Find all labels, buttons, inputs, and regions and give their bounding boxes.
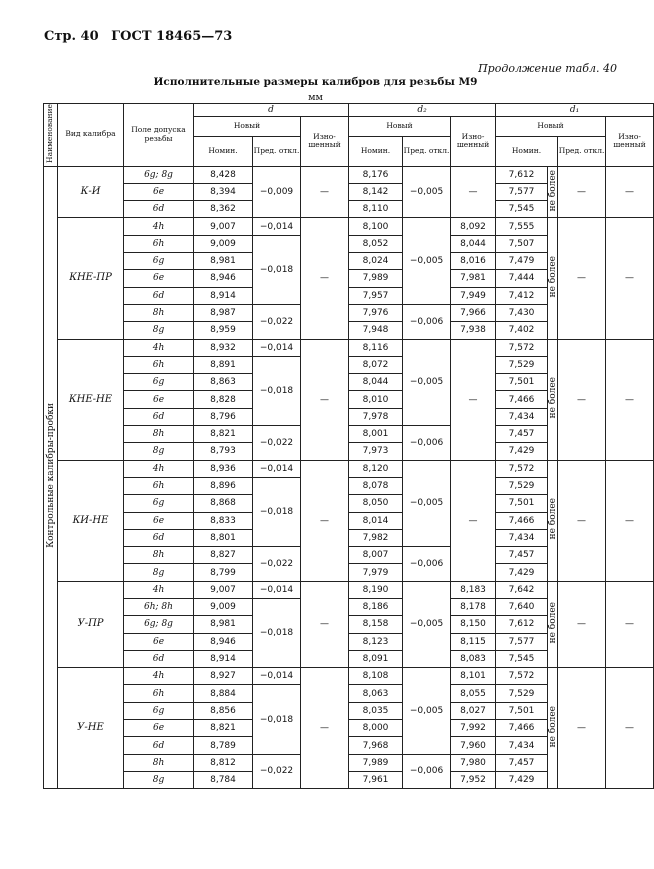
d-new-header: Новый — [194, 117, 301, 137]
d-nominal: 8,856 — [194, 702, 253, 719]
d2-deviation: −0,005 — [403, 581, 451, 667]
d1-deviation: — — [558, 460, 606, 581]
tolerance-field: 6d — [124, 650, 194, 667]
d-nominal: 8,896 — [194, 477, 253, 494]
d2-nominal: 8,063 — [349, 685, 403, 702]
d-nominal: 8,884 — [194, 685, 253, 702]
d1-nominal: 7,412 — [496, 287, 548, 304]
not-more-note: не более — [548, 498, 559, 540]
d2-worn: 8,083 — [451, 650, 496, 667]
d2-nominal: 8,000 — [349, 720, 403, 737]
d2-deviation: −0,006 — [403, 754, 451, 789]
d2-deviation: −0,005 — [403, 460, 451, 546]
d1-nominal: 7,577 — [496, 183, 548, 200]
d2-worn: 8,016 — [451, 253, 496, 270]
d2-nominal: 8,142 — [349, 183, 403, 200]
d2-worn: — — [451, 166, 496, 218]
d1-nominal: 7,529 — [496, 685, 548, 702]
d-nominal: 8,936 — [194, 460, 253, 477]
d1-nominal: 7,529 — [496, 477, 548, 494]
d2-worn: 8,178 — [451, 598, 496, 615]
d-worn: — — [301, 460, 349, 581]
d1-nominal: 7,466 — [496, 512, 548, 529]
page-header — [44, 29, 232, 44]
tolerance-field: 4h — [124, 581, 194, 598]
d2-worn-header: Изно-шенный — [451, 117, 496, 167]
d-deviation: −0,014 — [253, 339, 301, 356]
table-row — [44, 166, 654, 183]
d2-nominal: 8,050 — [349, 495, 403, 512]
d2-nominal: 8,116 — [349, 339, 403, 356]
d1-worn: — — [606, 668, 654, 789]
d2-nominal: 7,989 — [349, 270, 403, 287]
d2-deviation: −0,006 — [403, 547, 451, 582]
d2-nominal: 8,007 — [349, 547, 403, 564]
d1-nominal: 7,572 — [496, 460, 548, 477]
tolerance-field: 4h — [124, 339, 194, 356]
d2-tol-header: Пред. откл. — [403, 136, 451, 166]
table-row — [44, 581, 654, 598]
d-nominal: 8,946 — [194, 270, 253, 287]
d1-nominal: 7,429 — [496, 564, 548, 581]
d-nominal: 8,821 — [194, 720, 253, 737]
d2-worn: 8,044 — [451, 235, 496, 252]
standard-number: ГОСТ 18465—73 — [111, 29, 233, 44]
table-row — [44, 218, 654, 235]
gauge-dimensions-table — [43, 103, 654, 789]
d1-worn: — — [606, 218, 654, 339]
d-nominal: 8,863 — [194, 374, 253, 391]
d2-deviation: −0,006 — [403, 304, 451, 339]
d-deviation: −0,018 — [253, 477, 301, 546]
d2-nominal: 7,979 — [349, 564, 403, 581]
d2-deviation: −0,005 — [403, 339, 451, 425]
d1-nominal-header: Номин. — [496, 136, 558, 166]
d1-nominal: 7,430 — [496, 304, 548, 321]
group-label — [44, 166, 58, 789]
gauge-name: У-ПР — [58, 581, 124, 667]
d1-nominal: 7,466 — [496, 720, 548, 737]
tolerance-field: 8g — [124, 771, 194, 788]
d2-deviation: −0,006 — [403, 426, 451, 461]
d1-nominal: 7,501 — [496, 374, 548, 391]
d2-nominal: 8,001 — [349, 426, 403, 443]
d2-nominal: 8,120 — [349, 460, 403, 477]
table-unit: мм — [308, 92, 323, 103]
d1-nominal: 7,501 — [496, 495, 548, 512]
d-nominal: 8,796 — [194, 408, 253, 425]
d1-nominal: 7,577 — [496, 633, 548, 650]
d1-nominal: 7,434 — [496, 737, 548, 754]
d-nominal: 8,987 — [194, 304, 253, 321]
d1-deviation: — — [558, 166, 606, 218]
tolerance-field: 6g — [124, 495, 194, 512]
d2-nominal: 7,989 — [349, 754, 403, 771]
d1-worn: — — [606, 339, 654, 460]
d2-new-header: Новый — [349, 117, 451, 137]
tolerance-field: 4h — [124, 460, 194, 477]
d2-nominal: 7,982 — [349, 529, 403, 546]
d1-worn: — — [606, 581, 654, 667]
d1-nominal: 7,555 — [496, 218, 548, 235]
d-worn: — — [301, 166, 349, 218]
d-deviation: −0,018 — [253, 356, 301, 425]
d2-worn: 8,101 — [451, 668, 496, 685]
d-deviation: −0,018 — [253, 598, 301, 667]
d2-nominal: 7,948 — [349, 322, 403, 339]
d2-nominal: 8,014 — [349, 512, 403, 529]
tolerance-field: 6e — [124, 183, 194, 200]
d-nominal: 9,009 — [194, 235, 253, 252]
d2-worn: 8,055 — [451, 685, 496, 702]
d-nominal: 8,981 — [194, 253, 253, 270]
tolerance-field: 6e — [124, 633, 194, 650]
d2-deviation: −0,005 — [403, 668, 451, 754]
tolerance-field: 6e — [124, 270, 194, 287]
gauge-name: КИ-НЕ — [58, 460, 124, 581]
tolerance-field: 6h — [124, 477, 194, 494]
d1-nominal: 7,402 — [496, 322, 548, 339]
tolerance-field: 8h — [124, 426, 194, 443]
d-nominal: 8,828 — [194, 391, 253, 408]
col-name-header: Наименование — [44, 104, 58, 167]
tolerance-field: 6d — [124, 287, 194, 304]
gauge-name: КНЕ-ПР — [58, 218, 124, 339]
d1-nominal: 7,640 — [496, 598, 548, 615]
d-nominal-header: Номин. — [194, 136, 253, 166]
d2-worn: 7,952 — [451, 771, 496, 788]
d2-nominal: 8,158 — [349, 616, 403, 633]
d-nominal: 8,914 — [194, 650, 253, 667]
tolerance-field: 8h — [124, 754, 194, 771]
d1-nominal: 7,434 — [496, 408, 548, 425]
d-deviation: −0,009 — [253, 166, 301, 218]
not-more-note: не более — [548, 602, 559, 644]
d2-nominal: 8,110 — [349, 201, 403, 218]
gauge-name: КНЕ-НЕ — [58, 339, 124, 460]
tolerance-field: 6g; 8g — [124, 616, 194, 633]
d1-nominal: 7,529 — [496, 356, 548, 373]
d1-nominal: 7,479 — [496, 253, 548, 270]
tolerance-field: 4h — [124, 668, 194, 685]
tolerance-field: 6d — [124, 408, 194, 425]
table-row — [44, 339, 654, 356]
d1-nominal: 7,545 — [496, 650, 548, 667]
d2-worn: 7,949 — [451, 287, 496, 304]
tolerance-field: 8g — [124, 564, 194, 581]
d1-nominal: 7,507 — [496, 235, 548, 252]
d-nominal: 8,981 — [194, 616, 253, 633]
d2-nominal: 8,176 — [349, 166, 403, 183]
d1-deviation: — — [558, 339, 606, 460]
d1-tol-header: Пред. откл. — [558, 136, 606, 166]
not-more-note: не более — [548, 256, 559, 298]
d2-nominal: 7,961 — [349, 771, 403, 788]
d2-nominal: 8,035 — [349, 702, 403, 719]
tolerance-field: 8h — [124, 547, 194, 564]
d1-note — [548, 581, 558, 667]
d-nominal: 8,932 — [194, 339, 253, 356]
d-nominal: 8,959 — [194, 322, 253, 339]
d1-nominal: 7,572 — [496, 668, 548, 685]
d2-nominal: 7,978 — [349, 408, 403, 425]
d2-worn: 8,115 — [451, 633, 496, 650]
col-d1-header: d₁ — [496, 104, 654, 117]
d-nominal: 8,827 — [194, 547, 253, 564]
d1-note — [548, 218, 558, 339]
page-label: Стр. 40 — [44, 29, 99, 44]
tolerance-field: 6g; 8g — [124, 166, 194, 183]
d1-note — [548, 166, 558, 218]
tolerance-field: 6e — [124, 391, 194, 408]
col-tolerance-header: Поле допуска резьбы — [124, 104, 194, 167]
group-label-text: Контрольные калибры-пробки — [45, 403, 56, 549]
d1-nominal: 7,501 — [496, 702, 548, 719]
d2-worn: 7,966 — [451, 304, 496, 321]
tolerance-field: 6g — [124, 702, 194, 719]
d1-nominal: 7,457 — [496, 547, 548, 564]
d-nominal: 8,793 — [194, 443, 253, 460]
not-more-note: не более — [548, 377, 559, 419]
d-worn: — — [301, 581, 349, 667]
tolerance-field: 8g — [124, 443, 194, 460]
d-worn: — — [301, 668, 349, 789]
d-nominal: 8,821 — [194, 426, 253, 443]
d-nominal: 8,789 — [194, 737, 253, 754]
d-nominal: 8,801 — [194, 529, 253, 546]
d1-nominal: 7,466 — [496, 391, 548, 408]
d2-nominal: 8,108 — [349, 668, 403, 685]
d1-deviation: — — [558, 218, 606, 339]
d1-note — [548, 460, 558, 581]
d2-worn: 7,981 — [451, 270, 496, 287]
tolerance-field: 6g — [124, 374, 194, 391]
not-more-note: не более — [548, 706, 559, 748]
d-deviation: −0,022 — [253, 304, 301, 339]
d1-nominal: 7,457 — [496, 754, 548, 771]
d1-worn: — — [606, 460, 654, 581]
tolerance-field: 4h — [124, 218, 194, 235]
d1-nominal: 7,545 — [496, 201, 548, 218]
table-continuation: Продолжение табл. 40 — [478, 62, 617, 75]
d2-nominal: 8,078 — [349, 477, 403, 494]
d2-nominal: 7,957 — [349, 287, 403, 304]
not-more-note: не более — [548, 169, 559, 212]
d2-nominal: 8,044 — [349, 374, 403, 391]
d2-worn: 7,960 — [451, 737, 496, 754]
d-deviation: −0,022 — [253, 426, 301, 461]
d2-worn: 7,992 — [451, 720, 496, 737]
tolerance-field: 6d — [124, 529, 194, 546]
table-body — [44, 166, 654, 789]
d1-nominal: 7,612 — [496, 616, 548, 633]
d2-nominal: 8,072 — [349, 356, 403, 373]
d-worn: — — [301, 218, 349, 339]
gauge-name: У-НЕ — [58, 668, 124, 789]
d-nominal: 8,914 — [194, 287, 253, 304]
col-d2-header: d₂ — [349, 104, 496, 117]
d2-nominal: 7,968 — [349, 737, 403, 754]
d1-nominal: 7,434 — [496, 529, 548, 546]
d1-nominal: 7,444 — [496, 270, 548, 287]
d-deviation: −0,014 — [253, 581, 301, 598]
d-nominal: 8,946 — [194, 633, 253, 650]
d-nominal: 8,799 — [194, 564, 253, 581]
d2-worn: — — [451, 339, 496, 460]
d1-worn: — — [606, 166, 654, 218]
d1-nominal: 7,572 — [496, 339, 548, 356]
d-nominal: 8,812 — [194, 754, 253, 771]
tolerance-field: 6h — [124, 356, 194, 373]
tolerance-field: 6h; 8h — [124, 598, 194, 615]
d-nominal: 9,007 — [194, 218, 253, 235]
d-tol-header: Пред. откл. — [253, 136, 301, 166]
d2-worn: 8,027 — [451, 702, 496, 719]
d1-new-header: Новый — [496, 117, 606, 137]
d-deviation: −0,014 — [253, 668, 301, 685]
d1-nominal: 7,457 — [496, 426, 548, 443]
d-nominal: 9,007 — [194, 581, 253, 598]
d-nominal: 8,784 — [194, 771, 253, 788]
tolerance-field: 6g — [124, 253, 194, 270]
d-deviation: −0,022 — [253, 754, 301, 789]
tolerance-field: 6e — [124, 720, 194, 737]
d-worn: — — [301, 339, 349, 460]
d1-note — [548, 668, 558, 789]
d2-nominal: 8,052 — [349, 235, 403, 252]
tolerance-field: 6h — [124, 235, 194, 252]
d2-nominal: 7,973 — [349, 443, 403, 460]
tolerance-field: 6d — [124, 737, 194, 754]
col-gauge-type-header: Вид калибра — [58, 104, 124, 167]
d2-nominal: 8,024 — [349, 253, 403, 270]
d-nominal: 9,009 — [194, 598, 253, 615]
d1-worn-header: Изно-шенный — [606, 117, 654, 167]
col-d-header: d — [194, 104, 349, 117]
tolerance-field: 6h — [124, 685, 194, 702]
table-row — [44, 460, 654, 477]
d2-nominal: 8,100 — [349, 218, 403, 235]
d1-nominal: 7,642 — [496, 581, 548, 598]
d2-nominal: 8,190 — [349, 581, 403, 598]
d-deviation: −0,022 — [253, 547, 301, 582]
d1-deviation: — — [558, 581, 606, 667]
tolerance-field: 8h — [124, 304, 194, 321]
d1-deviation: — — [558, 668, 606, 789]
table-row — [44, 668, 654, 685]
d-deviation: −0,014 — [253, 218, 301, 235]
d1-nominal: 7,612 — [496, 166, 548, 183]
d1-nominal: 7,429 — [496, 771, 548, 788]
table-title: Исполнительные размеры калибров для резьбы М9 — [153, 76, 478, 88]
d2-worn: 7,980 — [451, 754, 496, 771]
d2-nominal: 8,091 — [349, 650, 403, 667]
d2-worn: 8,183 — [451, 581, 496, 598]
d2-worn: — — [451, 460, 496, 581]
tolerance-field: 8g — [124, 322, 194, 339]
d2-nominal: 8,123 — [349, 633, 403, 650]
d-nominal: 8,428 — [194, 166, 253, 183]
d2-worn: 8,150 — [451, 616, 496, 633]
d-deviation: −0,014 — [253, 460, 301, 477]
d2-nominal: 8,010 — [349, 391, 403, 408]
d-nominal: 8,362 — [194, 201, 253, 218]
d-deviation: −0,018 — [253, 685, 301, 754]
d1-note — [548, 339, 558, 460]
d2-deviation: −0,005 — [403, 166, 451, 218]
d2-worn: 7,938 — [451, 322, 496, 339]
gauge-name: К-И — [58, 166, 124, 218]
d-nominal: 8,394 — [194, 183, 253, 200]
d-deviation: −0,018 — [253, 235, 301, 304]
d1-nominal: 7,429 — [496, 443, 548, 460]
d-nominal: 8,891 — [194, 356, 253, 373]
d2-worn: 8,092 — [451, 218, 496, 235]
d-nominal: 8,833 — [194, 512, 253, 529]
tolerance-field: 6d — [124, 201, 194, 218]
d-worn-header: Изно-шенный — [301, 117, 349, 167]
d2-nominal-header: Номин. — [349, 136, 403, 166]
d2-nominal: 7,976 — [349, 304, 403, 321]
d2-deviation: −0,005 — [403, 218, 451, 304]
d-nominal: 8,868 — [194, 495, 253, 512]
d2-nominal: 8,186 — [349, 598, 403, 615]
d-nominal: 8,927 — [194, 668, 253, 685]
tolerance-field: 6e — [124, 512, 194, 529]
